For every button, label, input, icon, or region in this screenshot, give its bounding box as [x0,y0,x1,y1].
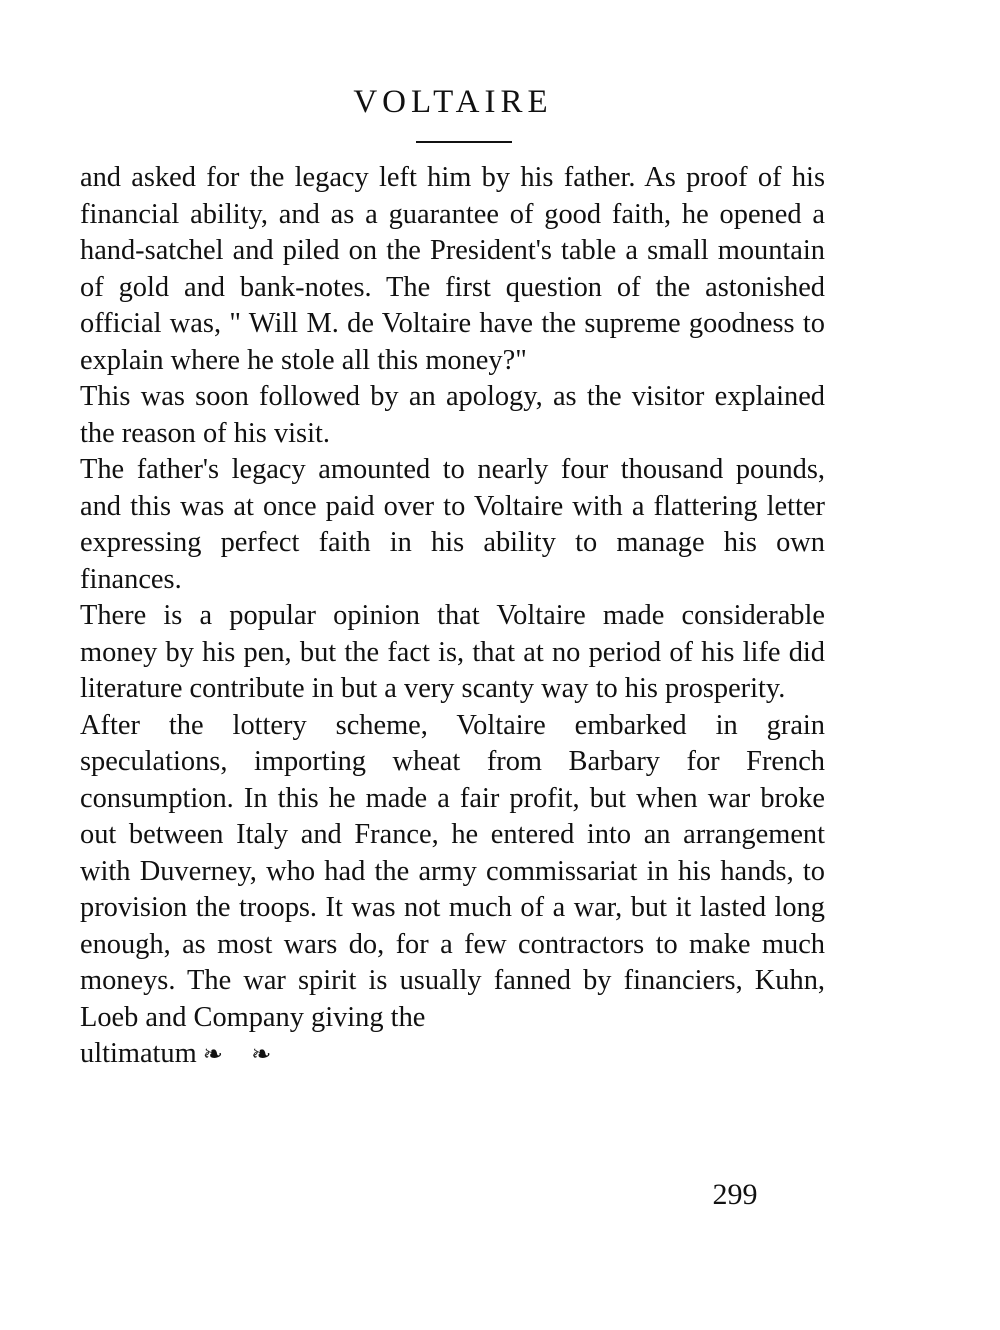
paragraph-4: There is a popular opinion that Voltaire made considerable money by his pen, but the fact is, that at no period of his life did literature contribute in but a very scanty way to his prosperity. [80,600,825,704]
paragraph-1: and asked for the legacy left him by his father. As proof of his financial ability, and as a guarantee of good faith, he opened a hand-satchel and piled on the President's table a small mountain of gold and bank-notes. The first question of the astonished official was, " Will M. de Voltaire have the supreme goodness to explain where he stole all this money?" [80,162,825,376]
header-rule [416,141,512,143]
paragraph-3: The father's legacy amounted to nearly four thousand pounds, and this was at once paid over to Voltaire with a flattering letter expressing perfect faith in his ability to manage his own finances. [80,454,825,595]
paragraph-5: After the lottery scheme, Voltaire embarked in grain speculations, importing wheat from Barbary for French consumption. In this he made a fair profit, but when war broke out between Italy and France, he entered into an arrangement with Duverney, who had the army commissariat in his hands, to provision the troops. It was not much of a war, but it lasted long enough, as most wars do, for a few contractors to make much moneys. The war spirit is usually fanned by financiers, Kuhn, Loeb and Company giving the [80,709,825,1033]
paragraph-2: This was soon followed by an apology, as the visitor explained the reason of his visit. [80,381,825,449]
paragraph-5-end [80,1036,825,1073]
leaf-ornament-icon: ❧ ❧ [202,1040,282,1068]
page-number: 299 [712,1178,758,1211]
running-head-title: VOLTAIRE [353,84,553,120]
body-text [80,160,825,1073]
last-word: ultimatum [80,1038,197,1069]
